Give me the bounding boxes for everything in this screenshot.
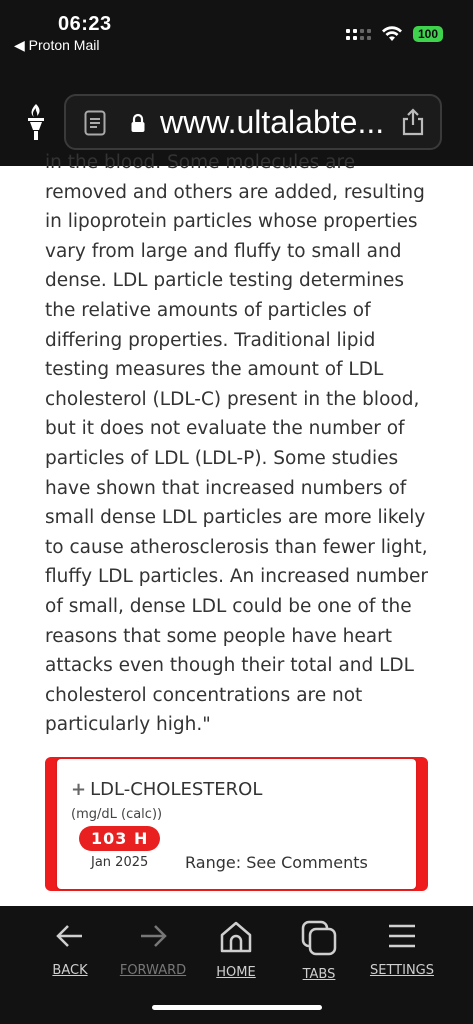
settings-button[interactable] bbox=[362, 920, 442, 978]
menu-icon bbox=[386, 920, 418, 952]
result-card-body bbox=[57, 759, 416, 889]
cellular-signal-icon bbox=[346, 29, 371, 40]
result-value-badge: 103 H bbox=[79, 826, 160, 851]
article-content bbox=[45, 152, 440, 746]
result-card[interactable] bbox=[45, 757, 428, 891]
test-unit: (mg/dL (calc)) bbox=[71, 807, 163, 822]
lock-icon bbox=[130, 113, 146, 133]
back-button[interactable] bbox=[30, 920, 110, 978]
home-indicator[interactable] bbox=[152, 1005, 322, 1010]
result-date: Jan 2025 bbox=[91, 855, 149, 870]
expand-icon[interactable]: + bbox=[71, 779, 87, 800]
status-time: 06:23 bbox=[58, 13, 112, 35]
arrow-right-icon bbox=[137, 920, 169, 952]
back-label: BACK bbox=[52, 963, 88, 978]
url-text[interactable]: www.ultalabte... bbox=[160, 104, 385, 140]
home-button[interactable] bbox=[196, 920, 276, 980]
share-icon[interactable] bbox=[400, 108, 426, 136]
reference-range: Range: See Comments bbox=[185, 853, 368, 872]
home-label: HOME bbox=[216, 965, 256, 980]
tabs-label: TABS bbox=[302, 967, 336, 982]
back-to-app-link[interactable]: ◀ Proton Mail bbox=[14, 37, 100, 53]
article-paragraph: removed and others are added, resulting in lipoprotein particles whose properties vary from large and fluffy to small and dense. LDL particle testing determines the relative amounts of particles of differing properties. Traditional lipid testing measures the amount of LDL cholesterol (LDL-C) present in the blood, but it does not evaluate the number of particles of LDL (LDL-P). Some studies have shown that increased numbers of small dense LDL particles are more likely to cause atherosclerosis than fewer light, fluffy LDL particles. An increased number of small, dense LDL could be one of the reasons that some people have heart attacks even though their total and LDL cholesterol concentrations are not particularly high." bbox=[45, 181, 428, 736]
test-name: LDL-CHOLESTEROL bbox=[90, 779, 263, 800]
tabs-icon bbox=[301, 920, 337, 956]
home-icon bbox=[219, 920, 253, 954]
address-bar[interactable] bbox=[64, 94, 442, 150]
settings-label: SETTINGS bbox=[369, 963, 434, 978]
torch-logo-icon bbox=[24, 102, 48, 142]
status-icons bbox=[346, 26, 443, 42]
tabs-button[interactable] bbox=[279, 920, 359, 982]
forward-button[interactable] bbox=[113, 920, 193, 978]
article-clipped-line: in the blood. Some molecules are bbox=[45, 152, 356, 173]
battery-indicator: 100 bbox=[413, 26, 443, 42]
reader-mode-icon[interactable] bbox=[84, 110, 106, 136]
wifi-icon bbox=[381, 26, 403, 42]
forward-label: FORWARD bbox=[119, 963, 187, 978]
test-title bbox=[71, 779, 262, 800]
top-bar bbox=[0, 0, 473, 166]
arrow-left-icon bbox=[54, 920, 86, 952]
